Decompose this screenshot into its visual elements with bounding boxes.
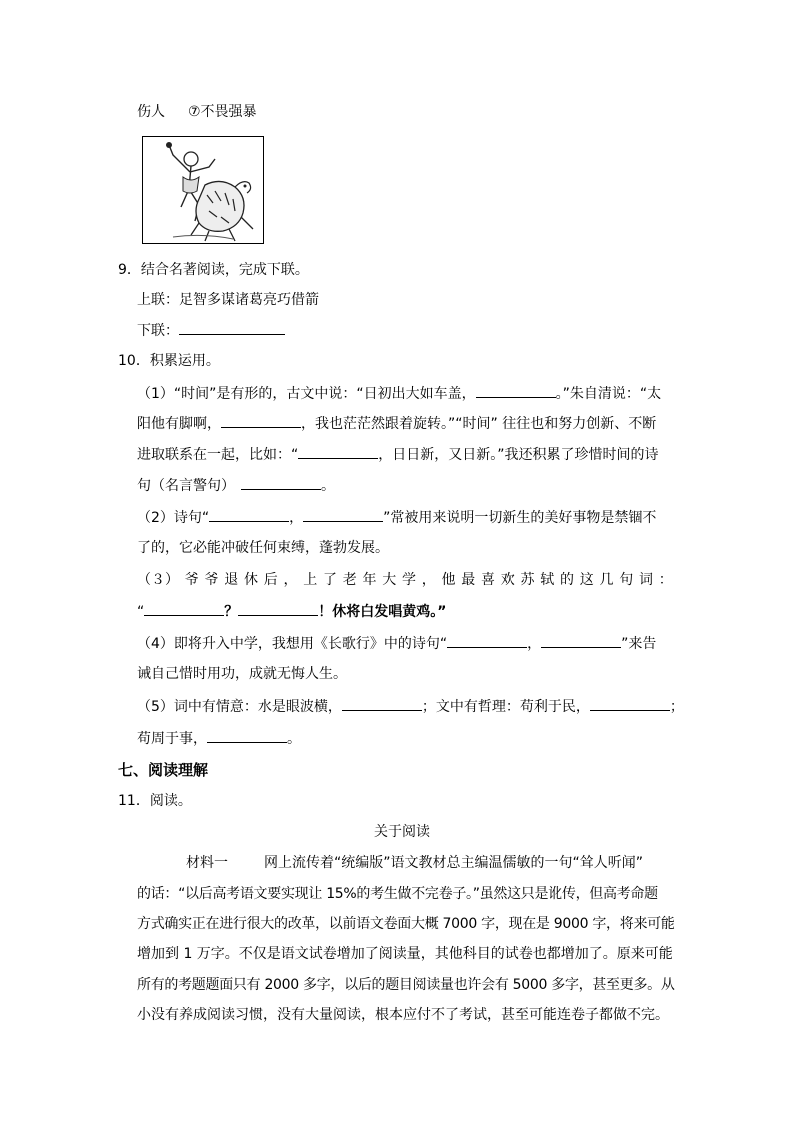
answer-blank[interactable] — [303, 507, 383, 522]
answer-blank[interactable] — [298, 444, 378, 459]
section-7-heading: 七、阅读理解 — [118, 761, 209, 779]
article-title: 关于阅读 — [374, 824, 430, 840]
answer-blank[interactable] — [342, 696, 422, 711]
material-1-line6: 小没有养成阅读习惯，没有大量阅读，根本应付不了考试，甚至可能连卷子都做不完。 — [137, 1007, 669, 1023]
lower-couplet: 下联： — [137, 320, 285, 341]
answer-blank[interactable] — [541, 633, 621, 648]
tiger-fight-illustration — [142, 136, 264, 244]
q10-p4-line1: （4）即将升入中学，我想用《长歌行》中的诗句“ ， ”来告 — [137, 633, 656, 654]
material-1-label: 材料一 — [186, 855, 228, 871]
answer-blank[interactable] — [144, 601, 224, 616]
answer-blank[interactable] — [238, 601, 318, 616]
material-1-line5: 所有的考题题面只有 2000 多字，以后的题目阅读量也许会有 5000 多字，甚至更多。从 — [137, 977, 675, 993]
material-1-line2: 的话：“以后高考语文要实现让 15%的考生做不完卷子。”虽然这只是讹传，但高考命题 — [137, 886, 658, 902]
q10-p2-line2: 了的，它必能冲破任何束缚，蓬勃发展。 — [137, 540, 389, 556]
answer-blank[interactable] — [179, 320, 285, 335]
q10-p1-line2: 阳他有脚啊， ，我也茫茫然跟着旋转。”“时间” 往往也和努力创新、不断 — [137, 413, 656, 434]
answer-blank[interactable] — [221, 413, 301, 428]
upper-couplet: 上联：足智多谋诸葛亮巧借箭 — [137, 292, 319, 308]
answer-blank[interactable] — [447, 633, 527, 648]
item-label-7: ⑦不畏强暴 — [188, 104, 257, 120]
question-11-title: 11．阅读。 — [118, 793, 192, 809]
continued-word: 伤人 — [137, 104, 165, 120]
q10-p1-line4: 句（名言警句） 。 — [137, 475, 335, 496]
q10-p3-line1: （３） 爷 爷 退 休 后 ， 上 了 老 年 大 学 ， 他 最 喜 欢 苏 轼 的 这 几 句 词 ： — [137, 572, 673, 588]
q10-p5-line2: 苟周于事， 。 — [137, 728, 301, 749]
q10-p4-line2: 诫自己惜时用功，成就无悔人生。 — [137, 666, 347, 682]
question-10-title: 10．积累运用。 — [118, 353, 220, 369]
answer-blank[interactable] — [476, 383, 556, 398]
q10-p3-line2: “ ？ ！休将白发唱黄鸡。” — [137, 601, 446, 622]
q10-p1-line3: 进取联系在一起，比如：“ ，日日新，又日新。”我还积累了珍惜时间的诗 — [137, 444, 659, 465]
answer-blank[interactable] — [207, 728, 287, 743]
answer-blank[interactable] — [241, 475, 321, 490]
warrior-tiger-image — [143, 137, 263, 243]
answer-blank[interactable] — [590, 696, 670, 711]
question-9-title: 9．结合名著阅读，完成下联。 — [118, 262, 309, 278]
q10-p5-line1: （5）词中有情意：水是眼波横， ；文中有哲理：苟利于民， ； — [137, 696, 684, 717]
material-1-line1: 网上流传着“统编版”语文教材总主编温儒敏的一句“耸人听闻” — [264, 855, 644, 871]
material-1-line4: 增加到 1 万字。不仅是语文试卷增加了阅读量，其他科目的试卷也都增加了。原来可能 — [137, 946, 673, 962]
q10-p2-line1: （2）诗句“ ， ”常被用来说明一切新生的美好事物是禁锢不 — [137, 507, 656, 528]
material-1-line3: 方式确实正在进行很大的改革，以前语文卷面大概 7000 字，现在是 9000 字，将来可能 — [137, 916, 675, 932]
q10-p1-line1: （1）“时间”是有形的，古文中说：“日初出大如车盖， 。”朱自清说：“太 — [137, 383, 661, 404]
answer-blank[interactable] — [209, 507, 289, 522]
